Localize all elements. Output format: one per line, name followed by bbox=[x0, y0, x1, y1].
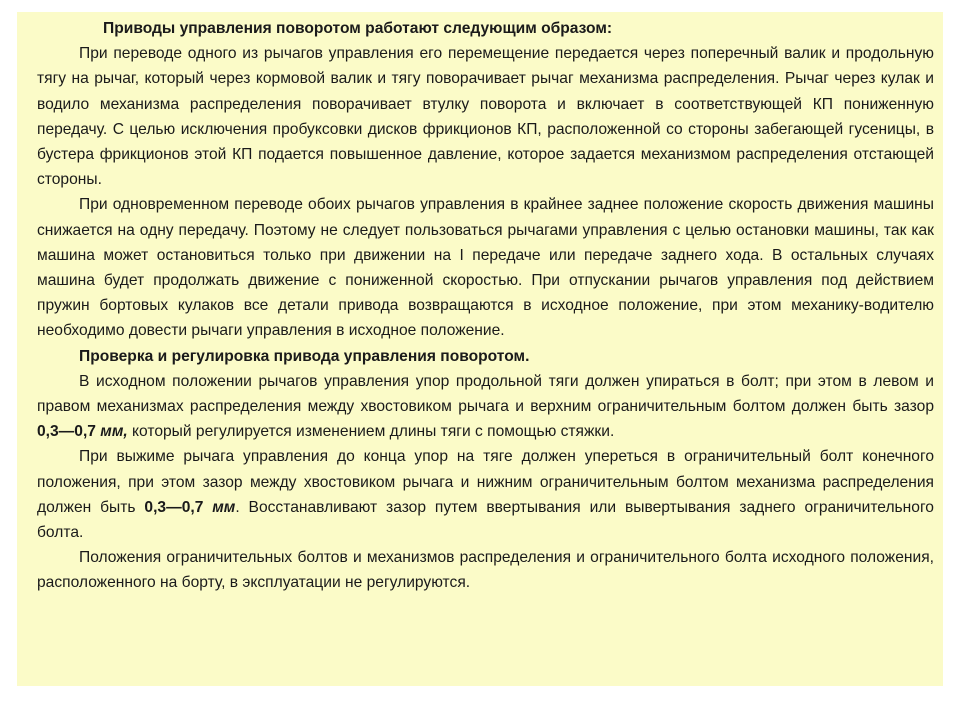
paragraph-initial-position-gap bbox=[37, 369, 934, 445]
paragraph-lever-operation: При переводе одного из рычагов управления его перемещение передается через поперечный валик и продольную тягу на рычаг, который через кормовой валик и тягу поворачивает рычаг механизма распределения. Рычаг через кулак и водило механизма распределения поворачивает втулку поворота и включает в соответствующей КП пониженную передачу. С целью исключения пробуксовки дисков фрикционов КП, расположенной со стороны забегающей гусеницы, в бустера фрикционов этой КП подается повышенное давление, которое задается механизмом распределения отстающей стороны. bbox=[37, 45, 934, 189]
paragraph-text: При выжиме рычага управления до конца упор на тяге должен упереться в ограничительный болт конечного положения, при этом зазор между хвостовиком рычага и нижним ограничительным болтом механизма распределения должен быть bbox=[37, 448, 934, 516]
paragraph-text: В исходном положении рычагов управления упор продольной тяги должен упираться в болт; при этом в левом и правом механизмах распределения между хвостовиком рычага и верхним ограничительным болтом должен быть зазор bbox=[37, 372, 934, 416]
gap-value: 0,3—0,7 bbox=[37, 423, 96, 441]
gap-unit: мм, bbox=[100, 423, 128, 441]
paragraph-full-press-gap bbox=[37, 444, 934, 545]
paragraph-bolts-not-adjusted: Положения ограничительных болтов и механизмов распределения и ограничительного болта исходного положения, расположенного на борту, в эксплуатации не регулируются. bbox=[37, 549, 934, 592]
gap-unit: мм bbox=[212, 498, 236, 516]
paragraph-both-levers: При одновременном переводе обоих рычагов управления в крайнее заднее положение скорость движения машины снижается на одну передачу. Поэтому не следует пользоваться рычагами управления с целью остановки машины, так как машина может остановиться только при движении на I передаче или передаче заднего хода. В остальных случаях машина будет продолжать движение с пониженной скоростью. При отпускании рычагов управления под действием пружин бортовых кулаков все детали привода возвращаются в исходное положение, при этом механику-водителю необходимо довести рычаги управления в исходное положение. bbox=[37, 196, 934, 340]
document-page bbox=[17, 12, 943, 686]
paragraph-text: . Восстанавливают зазор путем ввертывания или вывертывания заднего ограничительного болта. bbox=[37, 498, 934, 542]
section-subheading: Проверка и регулировка привода управления поворотом. bbox=[79, 347, 530, 365]
gap-value: 0,3—0,7 bbox=[144, 498, 204, 516]
paragraph-text: который регулируется изменением длины тяги с помощью стяжки. bbox=[127, 423, 615, 441]
document-heading: Приводы управления поворотом работают следующим образом: bbox=[103, 20, 613, 37]
